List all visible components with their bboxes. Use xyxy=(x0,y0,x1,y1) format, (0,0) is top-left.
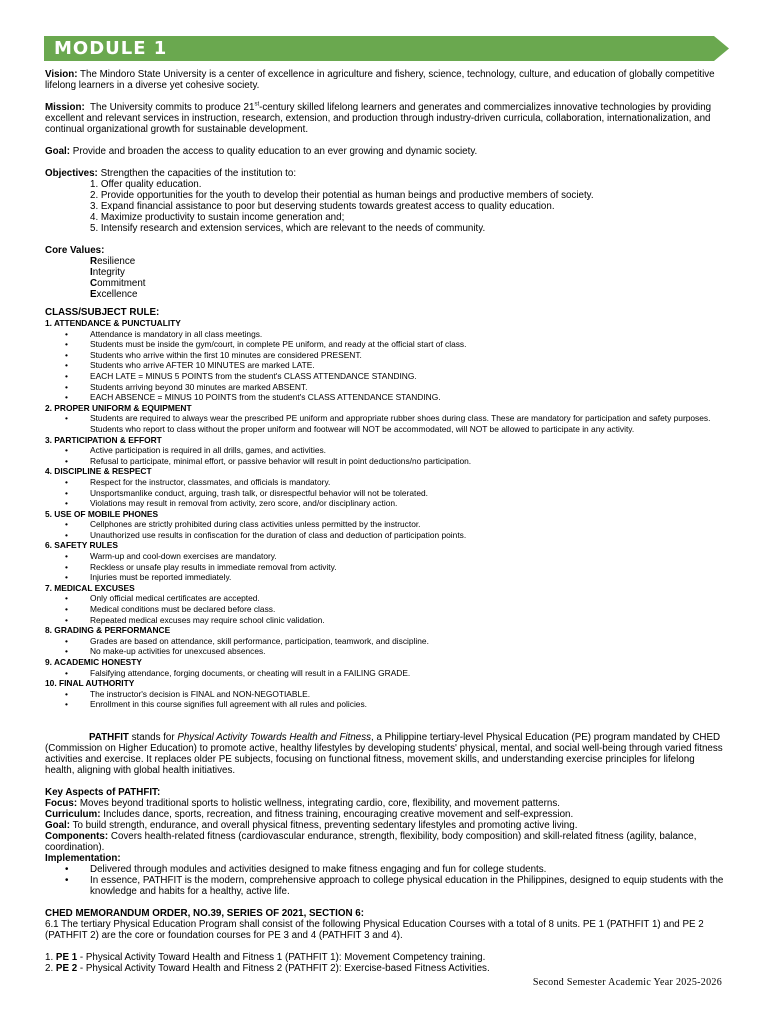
rule-item-text: Injuries must be reported immediately. xyxy=(90,572,232,583)
bullet-icon: • xyxy=(65,349,68,360)
bullet-icon: • xyxy=(65,413,68,424)
rule-item xyxy=(45,593,725,604)
implementation-item: • Delivered through modules and activities designed to make fitness engaging and fun for college students. xyxy=(65,863,547,875)
rule-item-text: Repeated medical excuses may require school clinic validation. xyxy=(90,614,325,625)
rule-item xyxy=(45,551,725,562)
module-title: MODULE 1 xyxy=(54,38,168,59)
aspect-item: Goal: To build strength, endurance, and overall physical fitness, preventing sedentary lifestyles and promoting active living. xyxy=(45,819,578,831)
rule-item-text: No make-up activities for unexcused absences. xyxy=(90,646,266,657)
course-item: 1. PE 1 - Physical Activity Toward Health and Fitness 1 (PATHFIT 1): Movement Competency training. xyxy=(45,951,486,963)
bullet-icon: • xyxy=(65,593,68,604)
rule-item xyxy=(45,371,725,382)
aspect-item: Focus: Moves beyond traditional sports to holistic wellness, integrating cardio, core, flexibility, and movement patterns. xyxy=(45,797,560,809)
objective-item: 4. Maximize productivity to sustain income generation and; xyxy=(90,212,345,223)
bullet-icon: • xyxy=(65,339,68,350)
ched-text: 6.1 The tertiary Physical Education Program shall consist of the following Physical Education Courses with a total of 8 units. PE 1 (PATHFIT 1) and PE 2 (PATHFIT 2) are the core or foundation courses for PE 3 and 4 (PATHFIT 3 and 4). xyxy=(45,918,704,941)
rule-item xyxy=(45,329,725,340)
objective-item: 5. Intensify research and extension services, which are relevant to the needs of community. xyxy=(90,223,486,234)
goal-paragraph xyxy=(45,146,725,157)
module-banner xyxy=(44,36,729,61)
objectives-label: Objectives: xyxy=(45,168,98,179)
rule-item-text: Falsifying attendance, forging documents, or cheating will result in a FAILING GRADE. xyxy=(90,667,411,678)
bullet-icon: • xyxy=(65,392,68,403)
document-body xyxy=(45,69,725,974)
rule-item-text: EACH ABSENCE = MINUS 10 POINTS from the student's CLASS ATTENDANCE STANDING. xyxy=(90,392,441,403)
rule-item-text: Students must be inside the gym/court, in complete PE uniform, and ready at the official start of class. xyxy=(90,339,467,350)
rule-item-text: Students are required to always wear the prescribed PE uniform and appropriate rubber shoes during class. These are mandatory for participation and safety purposes. Students who report to class without the proper uniform and footwear will NOT be accommodated, will NOT be allowed to participate in any activity. xyxy=(90,413,711,434)
rule-item xyxy=(45,360,725,371)
bullet-icon: • xyxy=(65,551,68,562)
rule-item-text: Students arriving beyond 30 minutes are marked ABSENT. xyxy=(90,381,308,392)
bullet-icon: • xyxy=(65,667,68,678)
rule-item xyxy=(45,456,725,467)
rule-item-text: Warm-up and cool-down exercises are mandatory. xyxy=(90,551,277,562)
objective-item: 2. Provide opportunities for the youth to develop their potential as human beings and productive members of society. xyxy=(90,190,594,201)
goal-label: Goal: xyxy=(45,146,71,157)
rules-list xyxy=(45,318,725,710)
aspects-heading: Key Aspects of PATHFIT: xyxy=(45,786,161,798)
rule-item-text: Only official medical certificates are accepted. xyxy=(90,593,260,604)
core-value-item: Integrity xyxy=(90,267,125,278)
bullet-icon: • xyxy=(65,487,68,498)
bullet-icon: • xyxy=(65,476,68,487)
bullet-icon: • xyxy=(65,688,68,699)
implementation-item: • In essence, PATHFIT is the modern, comprehensive approach to college physical education in the Philippines, designed to equip students with the knowledge and habits for a healthy, active life. xyxy=(65,874,724,897)
implementation-label: Implementation: xyxy=(45,852,121,864)
rule-item xyxy=(45,350,725,361)
rule-item-text: EACH LATE = MINUS 5 POINTS from the student's CLASS ATTENDANCE STANDING. xyxy=(90,370,417,381)
rules-heading: CLASS/SUBJECT RULE: xyxy=(45,307,160,318)
bullet-icon: • xyxy=(65,572,68,583)
rule-item xyxy=(45,477,725,488)
objectives-intro-text: Strengthen the capacities of the institution to: xyxy=(100,168,297,179)
rule-item-text: Active participation is required in all drills, games, and activities. xyxy=(90,445,327,456)
course-item: 2. PE 2 - Physical Activity Toward Health and Fitness 2 (PATHFIT 2): Exercise-based Fitness Activities. xyxy=(45,962,490,974)
rule-item xyxy=(45,646,725,657)
rule-section-title: 10. FINAL AUTHORITY xyxy=(45,678,135,689)
bullet-icon: • xyxy=(65,699,68,710)
rule-item-text: Respect for the instructor, classmates, and officials is mandatory. xyxy=(90,476,331,487)
bullet-icon: • xyxy=(65,646,68,657)
bullet-icon: • xyxy=(65,519,68,530)
rule-section-title: 3. PARTICIPATION & EFFORT xyxy=(45,434,162,445)
vision-text: The Mindoro State University is a center of excellence in agriculture and fishery, science, technology, culture, and education of globally competitive lifelong learners in a diverse yet cohesive society. xyxy=(45,69,715,91)
rule-item-text: Attendance is mandatory in all class meetings. xyxy=(90,328,263,339)
rule-item xyxy=(45,382,725,393)
rule-item-text: The instructor's decision is FINAL and NON-NEGOTIABLE. xyxy=(90,688,311,699)
rule-item xyxy=(45,488,725,499)
bullet-icon: • xyxy=(65,370,68,381)
goal-text: Provide and broaden the access to quality education to an ever growing and dynamic society. xyxy=(72,146,478,157)
rule-item xyxy=(45,445,725,456)
mission-sup: st xyxy=(254,101,260,108)
rule-section-title: 9. ACADEMIC HONESTY xyxy=(45,657,142,667)
rule-item-text: Students who arrive within the first 10 minutes are considered PRESENT. xyxy=(90,349,362,360)
rule-item-text: Violations may result in removal from activity, zero score, and/or disciplinary action. xyxy=(90,498,398,509)
rule-section-title: 7. MEDICAL EXCUSES xyxy=(45,582,135,593)
rule-section-title: 4. DISCIPLINE & RESPECT xyxy=(45,466,152,477)
vision-label: Vision: xyxy=(45,69,78,80)
bullet-icon: • xyxy=(65,455,68,466)
objective-item: 1. Offer quality education. xyxy=(90,179,202,190)
rule-item xyxy=(45,498,725,509)
objectives-intro xyxy=(45,168,725,179)
rule-item xyxy=(45,413,725,434)
aspect-item: Curriculum: Includes dance, sports, recreation, and fitness training, encouraging creative movement and self-expression. xyxy=(45,808,574,820)
bullet-icon: • xyxy=(65,863,69,875)
rule-section-title: 8. GRADING & PERFORMANCE xyxy=(45,625,171,636)
bullet-icon: • xyxy=(65,561,68,572)
rule-item xyxy=(45,339,725,350)
rule-item xyxy=(45,699,725,710)
rule-item xyxy=(45,668,725,679)
bullet-icon: • xyxy=(65,328,68,339)
core-value-item: Commitment xyxy=(90,278,146,289)
rule-item-text: Students who arrive AFTER 10 MINUTES are marked LATE. xyxy=(90,360,315,371)
pathfit-meaning: Physical Activity Towards Health and Fitness xyxy=(177,731,372,743)
bullet-icon: • xyxy=(65,874,69,886)
bullet-icon: • xyxy=(65,360,68,371)
pathfit-description: , a Philippine tertiary-level Physical Education (PE) program mandated by CHED (Commission on Higher Education) to promote active, healthy lifestyles by developing students' physical, mental, and social well-being through varied fitness activities and exercise. It replaces older PE subjects, focusing on functional fitness, movement skills, and understanding exercise principles for lifelong health, aligning with global health initiatives. xyxy=(45,731,723,776)
mission-text-pre: The University commits to produce 21 xyxy=(90,102,255,113)
rule-item xyxy=(45,636,725,647)
vision-paragraph xyxy=(45,69,725,91)
rule-item-text: Unauthorized use results in confiscation for the duration of class and deduction of participation points. xyxy=(90,529,467,540)
rule-item-text: Reckless or unsafe play results in immediate removal from activity. xyxy=(90,561,337,572)
core-value-item: Resilience xyxy=(90,256,136,267)
rule-item xyxy=(45,562,725,573)
rule-item-text: Unsportsmanlike conduct, arguing, trash talk, or disrespectful behavior will not be tolerated. xyxy=(90,487,428,498)
ched-heading: CHED MEMORANDUM ORDER, NO.39, SERIES OF 2021, SECTION 6: xyxy=(45,907,364,919)
rule-item xyxy=(45,689,725,700)
bullet-icon: • xyxy=(65,614,68,625)
rule-item xyxy=(45,530,725,541)
footer-semester: Second Semester Academic Year 2025-2026 xyxy=(532,977,722,988)
bullet-icon: • xyxy=(65,635,68,646)
rule-item-text: Refusal to participate, minimal effort, or passive behavior will result in point deductions/no participation. xyxy=(90,455,472,466)
bullet-icon: • xyxy=(65,445,68,456)
core-values-label: Core Values: xyxy=(45,245,105,256)
rule-item xyxy=(45,572,725,583)
bullet-icon: • xyxy=(65,498,68,509)
rule-item-text: Medical conditions must be declared before class. xyxy=(90,604,276,615)
bullet-icon: • xyxy=(65,529,68,540)
mission-paragraph xyxy=(45,102,725,135)
pathfit-term: PATHFIT xyxy=(89,731,129,743)
rule-section-title: 1. ATTENDANCE & PUNCTUALITY xyxy=(45,318,181,328)
rule-section-title: 6. SAFETY RULES xyxy=(45,540,118,551)
rule-section-title: 5. USE OF MOBILE PHONES xyxy=(45,508,159,519)
aspect-item: Components: Covers health-related fitness (cardiovascular endurance, strength, flexibility, body composition) and skill-related fitness (agility, balance, coordination). xyxy=(45,830,697,853)
bullet-icon: • xyxy=(65,604,68,615)
rule-item xyxy=(45,519,725,530)
rule-item xyxy=(45,604,725,615)
objective-item: 3. Expand financial assistance to poor but deserving students towards greatest access to quality education. xyxy=(90,201,555,212)
rule-item xyxy=(45,615,725,626)
rule-item xyxy=(45,392,725,403)
bullet-icon: • xyxy=(65,381,68,392)
mission-label: Mission: xyxy=(45,102,85,113)
rule-item-text: Enrollment in this course signifies full agreement with all rules and policies. xyxy=(90,699,367,710)
mission-text-post: -century skilled lifelong learners and generates and commercializes innovative technologies by providing excellent and relevant services in instruction, research, extension, and production through industry-driven curricula, collaboration, internationalization, and continual organizational growth for sustainable development. xyxy=(45,102,712,135)
rule-item-text: Grades are based on attendance, skill performance, participation, teamwork, and discipline. xyxy=(90,635,429,646)
core-value-item: Excellence xyxy=(90,289,138,300)
rule-section-title: 2. PROPER UNIFORM & EQUIPMENT xyxy=(45,402,192,413)
rule-item-text: Cellphones are strictly prohibited during class activities unless permitted by the instructor. xyxy=(90,519,421,530)
pathfit-paragraph: PATHFIT stands for Physical Activity Towards Health and Fitness, a Philippine tertiary-level Physical Education (PE) program mandated by CHED (Commission on Higher Education) to promote active, healthy lifestyles by developing students' physical, mental, and social well-being through varied fitness activities and exercise. It replaces older PE subjects, focusing on functional fitness, movement skills, and understanding exercise principles for lifelong health, aligning with global health initiatives. xyxy=(45,731,723,776)
